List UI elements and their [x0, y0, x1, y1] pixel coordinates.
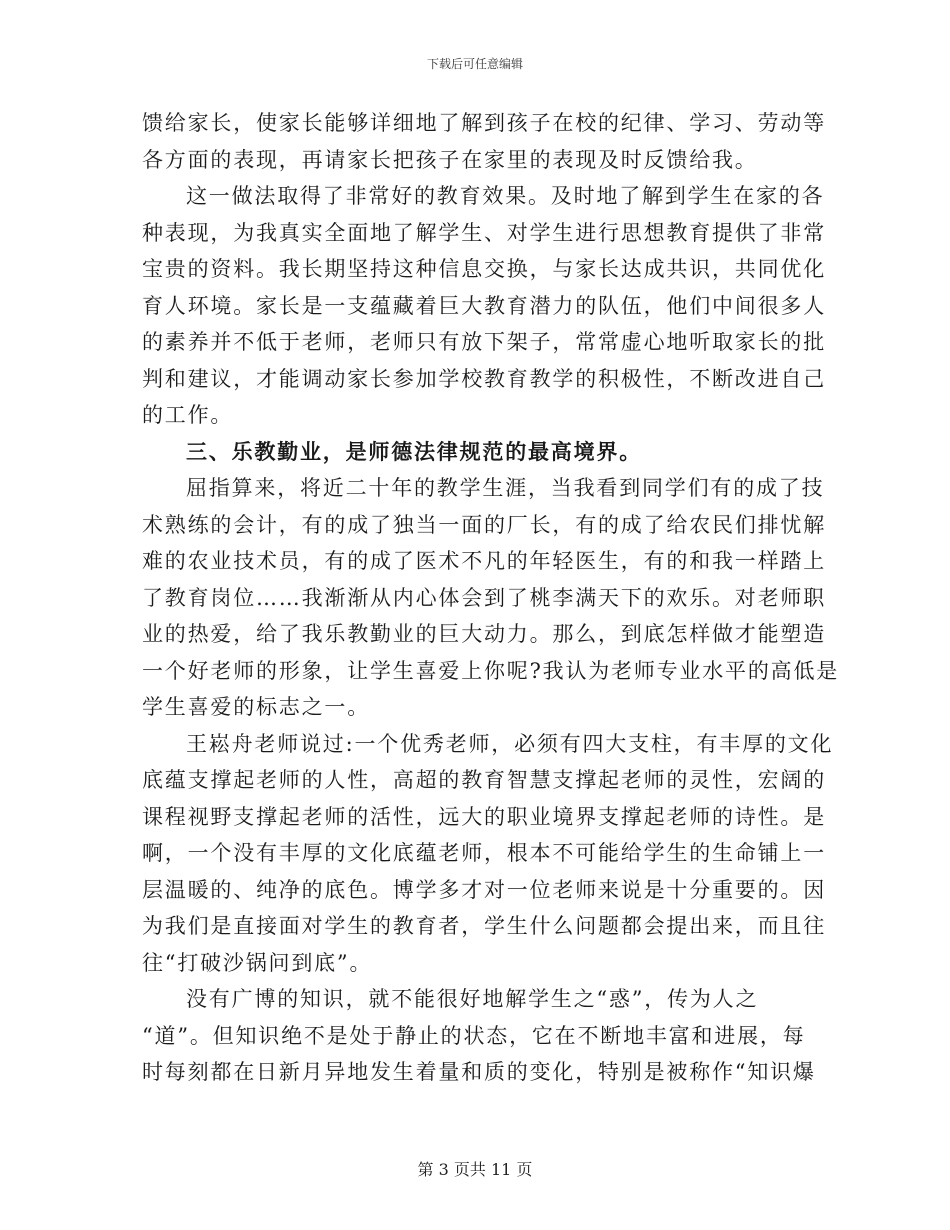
text-line: 宝贵的资料。我长期坚持这种信息交换，与家长达成共识，共同优化	[142, 257, 826, 281]
text-line: 的工作。	[142, 403, 234, 427]
text-line: 种表现，为我真实全面地了解学生、对学生进行思想教育提供了非常	[142, 220, 826, 245]
text-line: 业的热爱，给了我乐教勤业的巨大动力。那么，到底怎样做才能塑造	[142, 622, 826, 646]
text-line: 各方面的表现，再请家长把孩子在家里的表现及时反馈给我。	[142, 147, 758, 172]
text-line: 层温暖的、纯净的底色。博学多才对一位老师来说是十分重要的。因	[142, 877, 826, 902]
page-number-footer: 第 3 页共 11 页	[417, 1160, 533, 1179]
text-line: 判和建议，才能调动家长参加学校教育教学的积极性，不断改进自己	[142, 366, 826, 391]
text-line: 底蕴支撑起老师的人性，高超的教育智慧支撑起老师的灵性，宏阔的	[142, 768, 826, 792]
text-line: 屈指算来，将近二十年的教学生涯，当我看到同学们有的成了技	[186, 476, 825, 500]
text-line: 了教育岗位……我渐渐从内心体会到了桃李满天下的欢乐。对老师职	[142, 585, 826, 610]
text-line: 难的农业技术员，有的成了医术不凡的年轻医生，有的和我一样踏上	[142, 549, 826, 573]
text-line: 育人环境。家长是一支蕴藏着巨大教育潜力的队伍，他们中间很多人	[142, 293, 826, 318]
text-line: 没有广博的知识，就不能很好地解学生之“惑”，传为人之	[186, 987, 759, 1011]
text-line: 这一做法取得了非常好的教育效果。及时地了解到学生在家的各	[186, 184, 825, 208]
text-line: 学生喜爱的标志之一。	[142, 695, 370, 719]
text-line: 王崧舟老师说过:一个优秀老师，必须有四大支柱，有丰厚的文化	[186, 731, 834, 756]
text-line: 术熟练的会计，有的成了独当一面的厂长，有的成了给农民们排忧解	[142, 512, 826, 537]
text-line: 为我们是直接面对学生的教育者，学生什么问题都会提出来，而且往	[142, 914, 826, 938]
text-line: 啊，一个没有丰厚的文化底蕴老师，根本不可能给学生的生命铺上一	[142, 841, 826, 865]
section-heading: 三、乐教勤业，是师德法律规范的最高境界。	[186, 438, 642, 464]
text-line: 时每刻都在日新月异地发生着量和质的变化，特别是被称作“知识爆	[142, 1060, 816, 1084]
text-line: 往“打破沙锅问到底”。	[142, 950, 373, 975]
text-line: 的素养并不低于老师，老师只有放下架子，常常虚心地听取家长的批	[142, 330, 826, 354]
text-line: 馈给家长，使家长能够详细地了解到孩子在校的纪律、学习、劳动等	[142, 111, 826, 135]
text-line: “道”。但知识绝不是处于静止的状态，它在不断地丰富和进展，每	[142, 1023, 806, 1048]
document-body	[142, 105, 840, 1091]
page-header: 下载后可任意编辑	[426, 57, 523, 71]
text-line: 课程视野支撑起老师的活性，远大的职业境界支撑起老师的诗性。是	[142, 804, 826, 829]
text-line: 一个好老师的形象，让学生喜爱上你呢?我认为老师专业水平的高低是	[142, 658, 840, 683]
